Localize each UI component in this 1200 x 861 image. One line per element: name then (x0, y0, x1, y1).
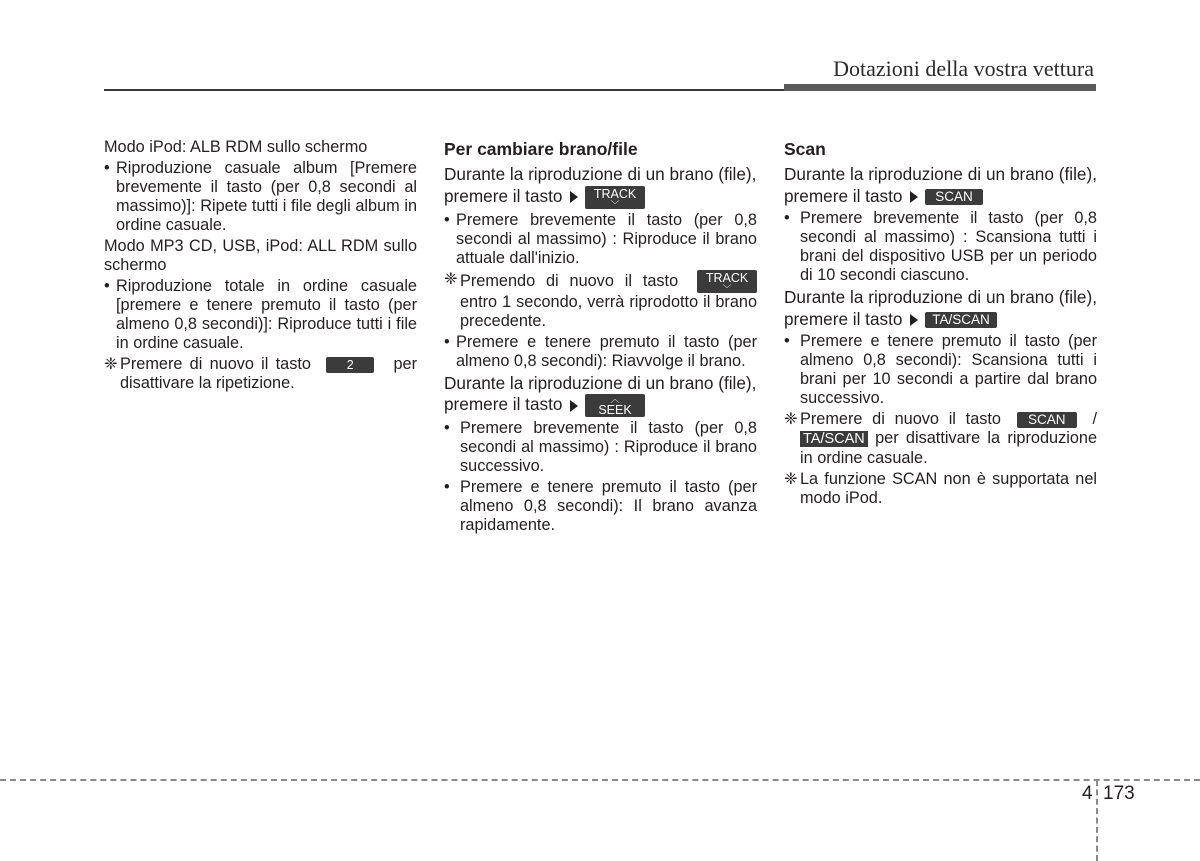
note-icon: ❈ (444, 269, 458, 288)
bullet-icon: • (784, 332, 790, 350)
list-item-text: Premere e tenere premuto il tasto (per almeno 0,8 secondi): Scansiona tutti i brani per 10 secondi a partire dal brano successivo. (800, 332, 1097, 407)
paragraph-text: Durante la riproduzione di un brano (file), premere il tasto (784, 164, 1097, 206)
list-item-long-press-rewind (444, 333, 757, 371)
play-arrow-icon (910, 191, 918, 203)
list-item-scan-next (784, 332, 1097, 408)
chapter-number: 4 (1082, 783, 1093, 804)
bullet-icon: • (104, 277, 110, 295)
footer-vertical-divider (1096, 780, 1098, 861)
chevron-up-icon: ︿ (610, 394, 620, 404)
paragraph-press-tascan (784, 287, 1097, 330)
note-scan-ipod (784, 470, 1097, 508)
paragraph-ipod-mode: Modo iPod: ALB RDM sullo schermo (104, 138, 368, 156)
bullet-icon: • (444, 478, 450, 496)
key-2-icon: 2 (326, 357, 374, 373)
note-text-b: entro 1 secondo, verrà riprodotto il brano precedente. (460, 292, 757, 330)
scan-key-icon: SCAN (1017, 412, 1077, 428)
column-2 (444, 138, 757, 537)
play-arrow-icon (570, 191, 578, 203)
heading-scan: Scan (784, 139, 826, 159)
note-disable-random (784, 410, 1097, 468)
list-item-text: Premere e tenere premuto il tasto (per almeno 0,8 secondi): Riavvolge il brano. (456, 332, 757, 370)
bullet-icon: • (104, 159, 110, 177)
paragraph-text: Durante la riproduzione di un brano (file), premere il tasto (444, 164, 757, 206)
note-text-b: per disattivare la riproduzione in ordine casuale. (800, 429, 1097, 467)
column-3 (784, 138, 1097, 510)
bullet-icon: • (444, 332, 450, 351)
key-label: SEEK (598, 403, 632, 417)
list-item-text: Riproduzione casuale album [Premere brevemente il tasto (per 0,8 secondi al massimo)]: Ripete tutti i file degli album in ordine casuale. (116, 159, 417, 234)
bullet-icon: • (784, 209, 790, 227)
note-press-again (444, 270, 757, 331)
list-item-text: Premere brevemente il tasto (per 0,8 secondi al massimo) : Scansiona tutti i brani del dispositivo USB per un periodo di 10 secondi ciascuno. (800, 209, 1097, 284)
list-item-all-random (104, 277, 417, 353)
list-item-text: Premere brevemente il tasto (per 0,8 secondi al massimo) : Riproduce il brano successivo. (460, 419, 757, 475)
key-label: TRACK (705, 270, 749, 285)
chevron-down-icon: ﹀ (722, 283, 732, 294)
paragraph-text: Durante la riproduzione di un brano (file), premere il tasto (444, 372, 757, 415)
paragraph-press-track (444, 164, 757, 209)
note-icon: ❈ (104, 355, 118, 373)
paragraph-mp3-mode: Modo MP3 CD, USB, iPod: ALL RDM sullo schermo (104, 237, 417, 274)
heading-change-track: Per cambiare brano/file (444, 139, 638, 159)
track-key-icon (585, 186, 645, 209)
list-item-text: Premere e tenere premuto il tasto (per almeno 0,8 secondi): Il brano avanza rapidamente. (460, 478, 757, 534)
footer-divider (0, 779, 1200, 781)
play-arrow-icon (910, 314, 918, 326)
note-text-a: Premere di nuovo il tasto (800, 410, 1001, 428)
list-item-long-press-forward (444, 478, 757, 535)
chevron-down-icon: ﹀ (610, 199, 620, 210)
paragraph-press-seek (444, 373, 757, 418)
bullet-icon: • (444, 419, 450, 437)
header-rule (104, 89, 784, 91)
note-text: La funzione SCAN non è supportata nel modo iPod. (800, 470, 1097, 507)
note-text-a: Premere di nuovo il tasto (120, 355, 311, 373)
bullet-icon: • (444, 210, 450, 229)
scan-key-icon: SCAN (925, 189, 983, 205)
note-text-b: per disattivare la ripetizione. (120, 355, 417, 392)
paragraph-press-scan (784, 164, 1097, 207)
paragraph-text: Durante la riproduzione di un brano (file), premere il tasto (784, 287, 1097, 329)
header-rule-bar (784, 84, 1096, 91)
note-icon: ❈ (784, 470, 798, 488)
page-number: 173 (1103, 783, 1135, 804)
note-text-a: Premendo di nuovo il tasto (460, 271, 679, 290)
list-item-scan-usb (784, 209, 1097, 285)
column-1 (104, 138, 417, 395)
track-key-icon (697, 270, 757, 293)
tascan-key-icon: TA/SCAN (925, 312, 997, 328)
play-arrow-icon (570, 400, 578, 412)
list-item-text: Riproduzione totale in ordine casuale [premere e tenere premuto il tasto (per almeno 0,8 secondi)]: Riproduce tutti i file in ordine casuale. (116, 277, 417, 352)
section-title: Dotazioni della vostra vettura (833, 56, 1094, 81)
list-item-short-press-next (444, 419, 757, 476)
note-icon: ❈ (784, 410, 798, 428)
key-label: TRACK (593, 186, 637, 201)
list-item-text: Premere brevemente il tasto (per 0,8 secondi al massimo) : Riproduce il brano attuale dall'inizio. (456, 210, 757, 267)
list-item-short-press-restart (444, 211, 757, 268)
tascan-key-icon: TA/SCAN (800, 431, 868, 447)
list-item-album-random (104, 159, 417, 235)
seek-key-icon (585, 394, 645, 417)
note-slash: / (1092, 410, 1097, 428)
note-disable-repeat (104, 355, 417, 393)
